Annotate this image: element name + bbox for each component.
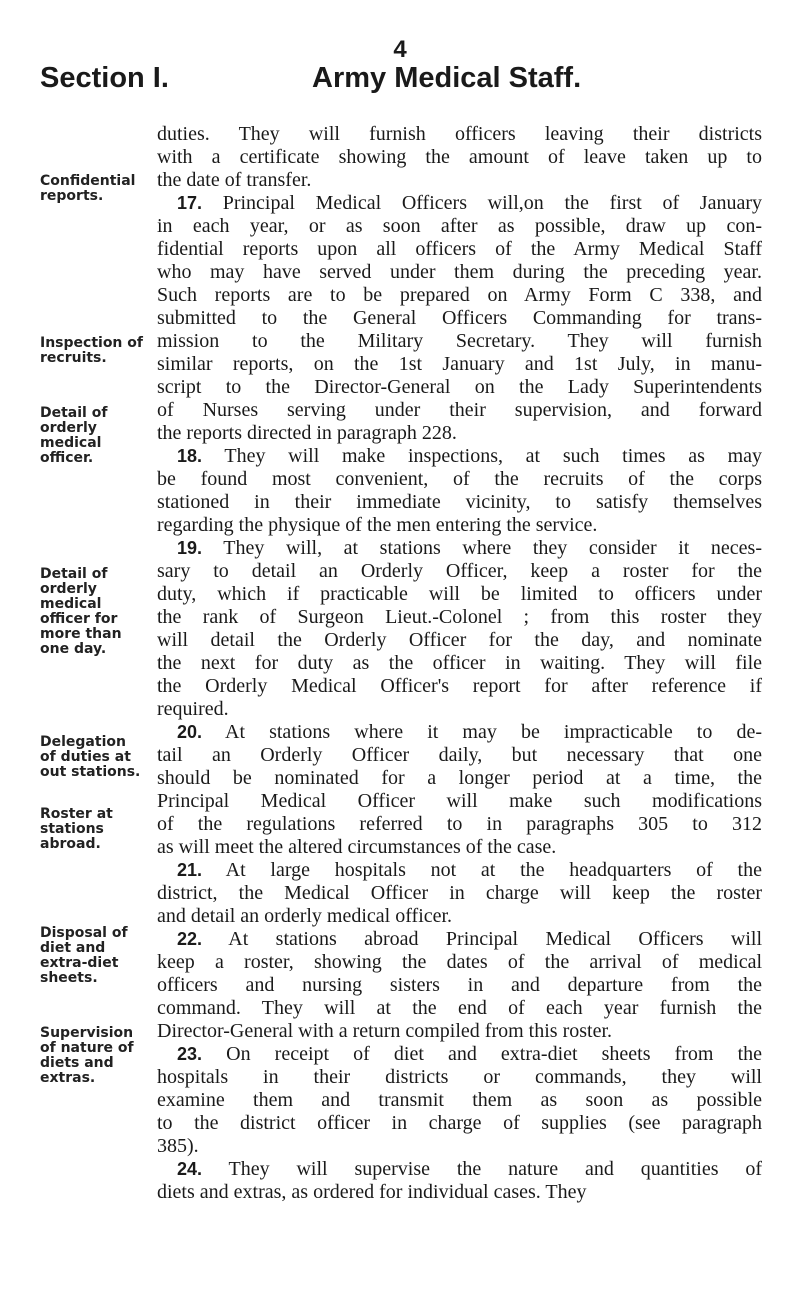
text-line-content: hospitals in their districts or commands, they will bbox=[157, 1066, 762, 1088]
text-line-content: the reports directed in paragraph 228. bbox=[157, 422, 457, 444]
text-line-content: At large hospitals not at the headquarters of the bbox=[225, 859, 762, 881]
paragraph bbox=[157, 445, 762, 537]
text-line-content: officers and nursing sisters in and departure from the bbox=[157, 974, 762, 996]
margin-note-line: Roster at bbox=[40, 806, 113, 822]
text-line-content: At stations where it may be impracticable to de- bbox=[225, 721, 762, 743]
margin-note bbox=[40, 1026, 152, 1086]
text-line-content: duty, which if practicable will be limited to officers under bbox=[157, 583, 762, 605]
margin-note bbox=[40, 926, 152, 986]
text-line-content: Principal Medical Officers will,on the first of January bbox=[222, 192, 762, 214]
text-line bbox=[157, 146, 762, 169]
margin-note-line: medical bbox=[40, 596, 102, 612]
text-line bbox=[157, 1158, 762, 1181]
text-line-content: script to the Director-General on the Lady Superintendents bbox=[157, 376, 762, 398]
margin-note-line: officer. bbox=[40, 450, 94, 466]
margin-note-line: Inspection of bbox=[40, 335, 143, 351]
margin-note-line: reports. bbox=[40, 188, 104, 204]
text-line bbox=[157, 1181, 762, 1204]
text-line-content: with a certificate showing the amount of leave taken up to bbox=[157, 146, 762, 168]
text-line bbox=[157, 905, 762, 928]
text-line bbox=[157, 376, 762, 399]
paragraph bbox=[157, 537, 762, 721]
text-line bbox=[157, 1066, 762, 1089]
margin-note-line: of duties at bbox=[40, 749, 131, 765]
text-line bbox=[157, 767, 762, 790]
paragraph bbox=[157, 192, 762, 445]
text-line bbox=[157, 514, 762, 537]
margin-note-line: Confidential bbox=[40, 173, 136, 189]
text-line bbox=[157, 882, 762, 905]
body-text bbox=[157, 123, 762, 1204]
text-line-content: who may have served under them during the preceding year. bbox=[157, 261, 762, 283]
margin-note-line: Disposal of bbox=[40, 925, 128, 941]
paragraph bbox=[157, 1043, 762, 1158]
text-line-content: They will, at stations where they consider it neces- bbox=[223, 537, 762, 559]
text-line-content: the rank of Surgeon Lieut.-Colonel ; from this roster they bbox=[157, 606, 762, 628]
text-line bbox=[157, 1020, 762, 1043]
text-line bbox=[157, 606, 762, 629]
text-line bbox=[157, 261, 762, 284]
text-line bbox=[157, 468, 762, 491]
margin-note-line: officer for bbox=[40, 611, 118, 627]
text-line-content: mission to the Military Secretary. They will furnish bbox=[157, 330, 762, 352]
text-line-content: required. bbox=[157, 698, 229, 720]
paragraph-number: 19. bbox=[177, 538, 203, 558]
text-line bbox=[157, 1043, 762, 1066]
text-line-content: keep a roster, showing the dates of the arrival of medical bbox=[157, 951, 762, 973]
text-line bbox=[157, 537, 762, 560]
margin-note-line: Supervision bbox=[40, 1025, 134, 1041]
text-line bbox=[157, 491, 762, 514]
text-line bbox=[157, 1135, 762, 1158]
text-line bbox=[157, 1089, 762, 1112]
margin-note bbox=[40, 735, 152, 780]
text-line-content: At stations abroad Principal Medical Officers will bbox=[228, 928, 762, 950]
paragraph-number: 17. bbox=[177, 193, 203, 213]
margin-note bbox=[40, 174, 152, 204]
text-line-content: Director-General with a return compiled from this roster. bbox=[157, 1020, 612, 1042]
text-line bbox=[157, 330, 762, 353]
section-label: Section I. bbox=[40, 62, 169, 94]
margin-note-line: orderly bbox=[40, 581, 97, 597]
margin-note-line: Detail of bbox=[40, 405, 108, 421]
margin-note-line: sheets. bbox=[40, 970, 98, 986]
text-line bbox=[157, 353, 762, 376]
text-line bbox=[157, 744, 762, 767]
text-line-content: be found most convenient, of the recruits of the corps bbox=[157, 468, 762, 490]
text-line-content: and detail an orderly medical officer. bbox=[157, 905, 453, 927]
paragraph-number: 18. bbox=[177, 446, 203, 466]
text-line bbox=[157, 215, 762, 238]
paragraph-number: 23. bbox=[177, 1044, 203, 1064]
text-line bbox=[157, 629, 762, 652]
text-line bbox=[157, 307, 762, 330]
paragraph bbox=[157, 928, 762, 1043]
text-line bbox=[157, 790, 762, 813]
text-line bbox=[157, 951, 762, 974]
text-line bbox=[157, 192, 762, 215]
text-line bbox=[157, 560, 762, 583]
text-line-content: of the regulations referred to in paragraphs 305 to 312 bbox=[157, 813, 762, 835]
text-line bbox=[157, 422, 762, 445]
margin-note-line: diet and bbox=[40, 940, 106, 956]
margin-note-line: Detail of bbox=[40, 566, 108, 582]
text-line-content: examine them and transmit them as soon as possible bbox=[157, 1089, 762, 1111]
margin-note-line: extra-diet bbox=[40, 955, 119, 971]
text-line-content: in each year, or as soon after as possible, draw up con- bbox=[157, 215, 762, 237]
paragraph-number: 24. bbox=[177, 1159, 203, 1179]
text-line bbox=[157, 652, 762, 675]
margin-note-line: diets and bbox=[40, 1055, 114, 1071]
text-line-content: should be nominated for a longer period at a time, the bbox=[157, 767, 762, 789]
text-line bbox=[157, 974, 762, 997]
text-line-content: stationed in their immediate vicinity, to satisfy themselves bbox=[157, 491, 762, 513]
text-line-content: regarding the physique of the men entering the service. bbox=[157, 514, 598, 536]
paragraph bbox=[157, 123, 762, 192]
section-title: Army Medical Staff. bbox=[312, 62, 582, 94]
text-line bbox=[157, 721, 762, 744]
text-line-content: as will meet the altered circumstances of the case. bbox=[157, 836, 557, 858]
page-header bbox=[40, 62, 760, 112]
text-line bbox=[157, 445, 762, 468]
margin-note-line: more than bbox=[40, 626, 122, 642]
margin-note-line: Delegation bbox=[40, 734, 126, 750]
paragraph bbox=[157, 859, 762, 928]
margin-note-line: extras. bbox=[40, 1070, 96, 1086]
text-line bbox=[157, 583, 762, 606]
text-line-content: the date of transfer. bbox=[157, 169, 312, 191]
text-line-content: tail an Orderly Officer daily, but necessary that one bbox=[157, 744, 762, 766]
text-line-content: duties. They will furnish officers leaving their districts bbox=[157, 123, 762, 145]
margin-note-line: abroad. bbox=[40, 836, 101, 852]
text-line-content: They will supervise the nature and quantities of bbox=[228, 1158, 762, 1180]
margin-note-line: recruits. bbox=[40, 350, 107, 366]
text-line-content: On receipt of diet and extra-diet sheets from the bbox=[226, 1043, 762, 1065]
margin-note bbox=[40, 406, 152, 466]
text-line bbox=[157, 238, 762, 261]
margin-note bbox=[40, 336, 152, 366]
paragraph-number: 20. bbox=[177, 722, 203, 742]
text-line bbox=[157, 123, 762, 146]
text-line-content: diets and extras, as ordered for individual cases. They bbox=[157, 1181, 587, 1203]
text-line bbox=[157, 836, 762, 859]
text-line-content: command. They will at the end of each year furnish the bbox=[157, 997, 762, 1019]
text-line bbox=[157, 284, 762, 307]
paragraph bbox=[157, 721, 762, 859]
margin-note-line: one day. bbox=[40, 641, 107, 657]
margin-note-line: orderly bbox=[40, 420, 97, 436]
paragraph-number: 22. bbox=[177, 929, 203, 949]
text-line-content: similar reports, on the 1st January and 1st July, in manu- bbox=[157, 353, 762, 375]
margin-note-line: stations bbox=[40, 821, 104, 837]
text-line-content: the next for duty as the officer in waiting. They will file bbox=[157, 652, 762, 674]
text-line-content: 385). bbox=[157, 1135, 199, 1157]
text-line-content: Principal Medical Officer will make such modifications bbox=[157, 790, 762, 812]
paragraph-number: 21. bbox=[177, 860, 203, 880]
margin-note bbox=[40, 807, 152, 852]
text-line-content: sary to detail an Orderly Officer, keep a roster for the bbox=[157, 560, 762, 582]
text-line bbox=[157, 813, 762, 836]
margin-note bbox=[40, 567, 152, 657]
text-line-content: district, the Medical Officer in charge will keep the roster bbox=[157, 882, 762, 904]
text-line-content: the Orderly Medical Officer's report for after reference if bbox=[157, 675, 762, 697]
text-line bbox=[157, 698, 762, 721]
margin-note-line: medical bbox=[40, 435, 102, 451]
text-line-content: submitted to the General Officers Commanding for trans- bbox=[157, 307, 762, 329]
text-line bbox=[157, 997, 762, 1020]
text-line-content: to the district officer in charge of supplies (see paragraph bbox=[157, 1112, 762, 1134]
text-line-content: fidential reports upon all officers of the Army Medical Staff bbox=[157, 238, 762, 260]
text-line-content: They will make inspections, at such times as may bbox=[224, 445, 762, 467]
text-line bbox=[157, 859, 762, 882]
margin-note-line: out stations. bbox=[40, 764, 141, 780]
text-line bbox=[157, 1112, 762, 1135]
text-line bbox=[157, 399, 762, 422]
text-line bbox=[157, 928, 762, 951]
margin-note-line: of nature of bbox=[40, 1040, 134, 1056]
text-line-content: will detail the Orderly Officer for the day, and nominate bbox=[157, 629, 762, 651]
text-line bbox=[157, 169, 762, 192]
text-line bbox=[157, 675, 762, 698]
page-number: 4 bbox=[393, 36, 407, 63]
paragraph bbox=[157, 1158, 762, 1204]
text-line-content: Such reports are to be prepared on Army Form C 338, and bbox=[157, 284, 762, 306]
text-line-content: of Nurses serving under their supervision, and forward bbox=[157, 399, 762, 421]
